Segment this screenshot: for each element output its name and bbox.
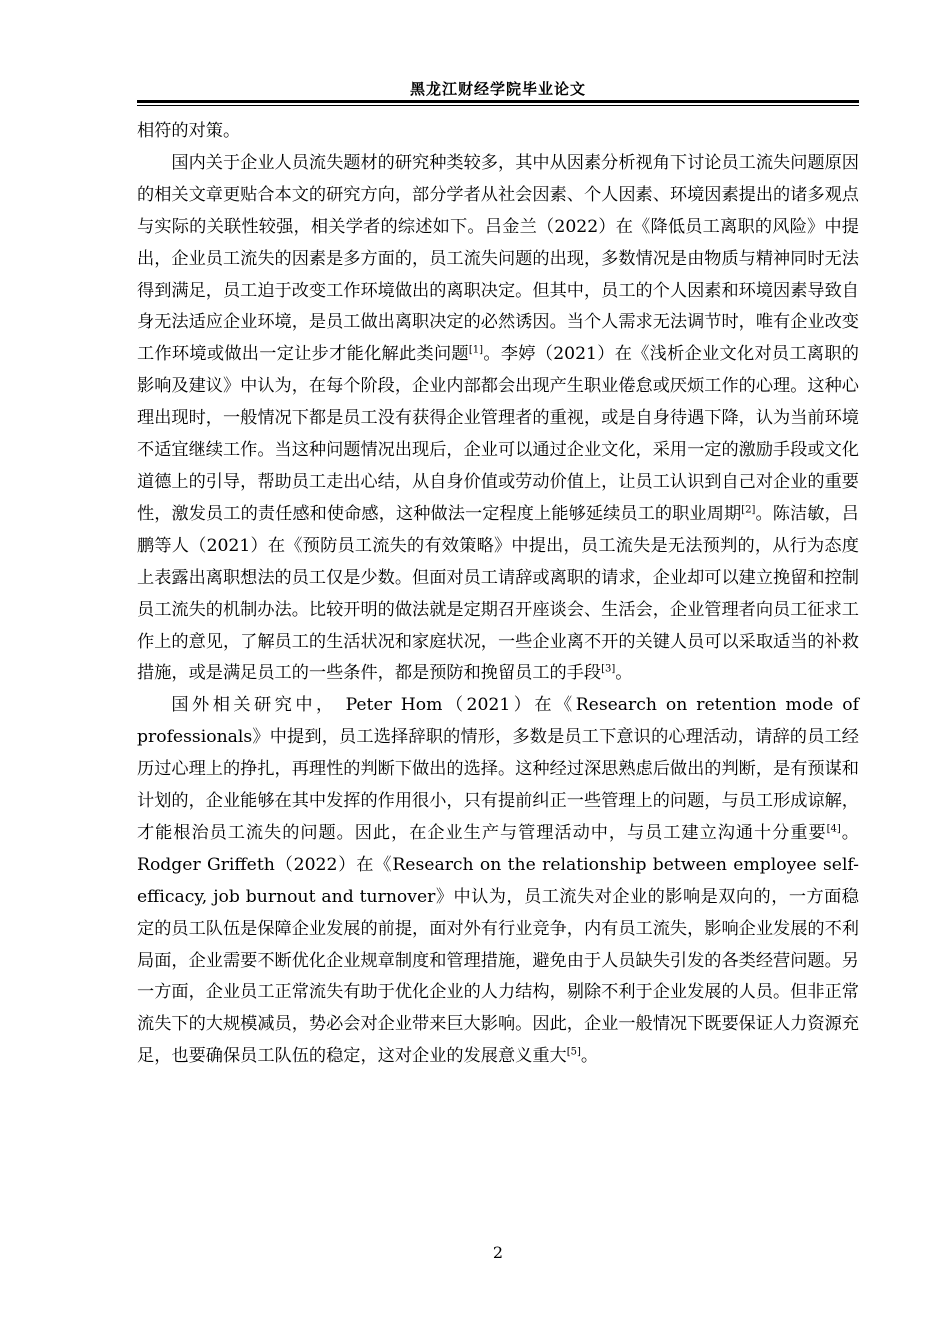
- paragraph-text: 。Rodger Griffeth（2022）在《Research on the relationship between employee self-efficacy, job burnout and turnover》中认为，员工流失对企业的影响是双向的，一方面稳定的员工队伍是保障企业发展的前提，面对外有行业竞争，内有员工流失，影响企业发展的不利局面，企业需要不断优化企业规章制度和管理措施，避免由于人员缺失引发的各类经营问题。另一方面，企业员工正常流失有助于优化企业的人力结构，剔除不利于企业发展的人员。但非正常流失下的大规模减员，势必会对企业带来巨大影响。因此，企业一般情况下既要保证人力资源充足，也要确保员工队伍的稳定，这对企业的发展意义重大: [137, 822, 859, 1067]
- header-rule-thick: [137, 100, 859, 103]
- paragraph-text: 。: [615, 663, 633, 684]
- page-number: 2: [492, 1243, 504, 1262]
- paragraph-text: 。: [580, 1046, 599, 1067]
- body-text: [137, 116, 859, 1073]
- header-title: 黑龙江财经学院毕业论文: [409, 80, 586, 98]
- citation-4: [4]: [826, 823, 841, 835]
- citation-2: [2]: [741, 504, 756, 516]
- paragraph-continuation: 相符的对策。: [137, 121, 241, 141]
- paragraph-domestic-research: [137, 148, 859, 690]
- paragraph-text: 。李婷（2021）在《浅析企业文化对员工离职的影响及建议》中认为，在每个阶段，企业内部都会出现产生职业倦怠或厌烦工作的心理。这种心理出现时，一般情况下都是员工没有获得企业管理者的重视，或是自身待遇下降，认为当前环境不适宜继续工作。当这种问题情况出现后，企业可以通过企业文化，采用一定的激励手段或文化道德上的引导，帮助员工走出心结，从自身价值或劳动价值上，让员工认识到自己对企业的重要性，激发员工的责任感和使命感，这种做法一定程度上能够延续员工的职业周期: [137, 344, 859, 524]
- paragraph-text: 国外相关研究中， Peter Hom（2021）在《Research on retention mode of professionals》中提到，员工选择辞职的情形，多数是员工下意识的心理活动，请辞的员工经历过心理上的挣扎，再理性的判断下做出的选择。这种经过深思熟虑后做出的判断，是有预谋和计划的，企业能够在其中发挥的作用很小，只有提前纠正一些管理上的问题，与员工形成谅解，才能根治员工流失的问题。因此，在企业生产与管理活动中，与员工建立沟通十分重要: [137, 695, 859, 843]
- citation-1: [1]: [468, 344, 484, 356]
- citation-5: [5]: [566, 1046, 581, 1058]
- citation-3: [3]: [601, 663, 616, 675]
- paragraph-text: 。陈洁敏，吕鹏等人（2021）在《预防员工流失的有效策略》中提出，员工流失是无法预判的，从行为态度上表露出离职想法的员工仅是少数。但面对员工请辞或离职的请求，企业却可以建立挽留和控制员工流失的机制办法。比较开明的做法就是定期召开座谈会、生活会，企业管理者向员工征求工作上的意见，了解员工的生活状况和家庭状况，一些企业离不开的关键人员可以采取适当的补救措施，或是满足员工的一些条件，都是预防和挽留员工的手段: [137, 503, 859, 684]
- paragraph-foreign-research: [137, 690, 859, 1073]
- header-rule-thin: [137, 105, 859, 106]
- paragraph-text: 国内关于企业人员流失题材的研究种类较多，其中从因素分析视角下讨论员工流失问题原因的相关文章更贴合本文的研究方向，部分学者从社会因素、个人因素、环境因素提出的诸多观点与实际的关联性较强，相关学者的综述如下。吕金兰（2022）在《降低员工离职的风险》中提出，企业员工流失的因素是多方面的，员工流失问题的出现，多数情况是由物质与精神同时无法得到满足，员工迫于改变工作环境做出的离职决定。但其中，员工的个人因素和环境因素导致自身无法适应企业环境，是员工做出离职决定的必然诱因。当个人需求无法调节时，唯有企业改变工作环境或做出一定让步才能化解此类问题: [137, 152, 859, 365]
